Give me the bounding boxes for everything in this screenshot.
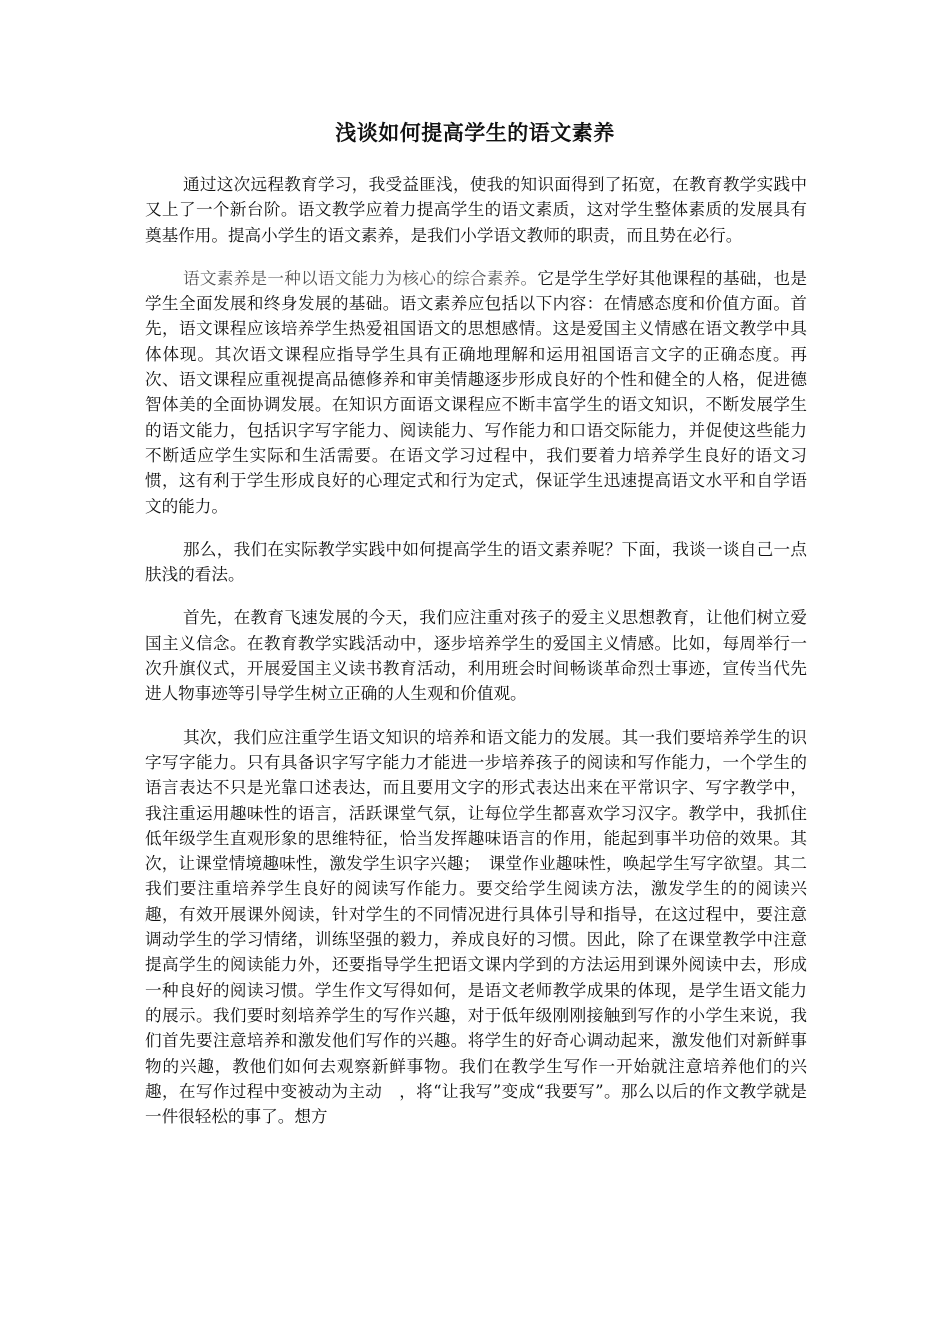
paragraph-text: 其次，我们应注重学生语文知识的培养和语文能力的发展。其一我们要培养学生的识字写字能力。只有具备识字写字能力才能进一步培养孩子的阅读和写作能力，一个学生的语言表达不只是光靠口述表达，而且要用文字的形式表达出来在平常识字、写字教学中，我注重运用趣味性的语言，活跃课堂气氛，让每位学生都喜欢学习汉字。教学中，我抓住低年级学生直观形象的思维特征，恰当发挥趣味语言的作用，能起到事半功倍的效果。其次，让课堂情境趣味性，激发学生识字兴趣； 课堂作业趣味性，唤起学生写字欲望。其二我们要注重培养学生良好的阅读写作能力。要交给学生阅读方法，激发学生的的阅读兴趣，有效开展课外阅读，针对学生的不同情况进行具体引导和指导，在这过程中，要注意调动学生的学习情绪，训练坚强的毅力，养成良好的习惯。因此，除了在课堂教学中注意提高学生的阅读能力外，还要指导学生把语文课内学到的方法运用到课外阅读中去，形成一种良好的阅读习惯。学生作文写得如何，是语文老师教学成果的体现，是学生语文能力的展示。我们要时刻培养学生的写作兴趣，对于低年级刚刚接触到写作的小学生来说，我们首先要注意培养和激发他们写作的兴趣。将学生的好奇心调动起来，激发他们对新鲜事物的兴趣，教他们如何去观察新鲜事物。我们在教学生写作一开始就注意培养他们的兴趣，在写作过程中变被动为主动 ，将“让我写”变成“我要写”。那么以后的作文教学就是一件很轻松的事了。想方: [145, 727, 807, 1127]
paragraph-text: 首先，在教育飞速发展的今天，我们应注重对孩子的爱主义思想教育，让他们树立爱国主义信念。在教育教学实践活动中，逐步培养学生的爱国主义情感。比如，每周举行一次升旗仪式，开展爱国主义读书教育活动，利用班会时间畅谈革命烈士事迹，宣传当代先进人物事迹等引导学生树立正确的人生观和价值观。: [145, 608, 807, 704]
paragraph-second-point: [145, 725, 807, 1130]
paragraph-first-point: [145, 605, 807, 706]
paragraph-text: 它是学生学好其他课程的基础，也是学生全面发展和终身发展的基础。语文素养应包括以下内容：在情感态度和价值方面。首先，语文课程应该培养学生热爱祖国语文的思想感情。这是爱国主义情感在语文教学中具体体现。其次语文课程应指导学生具有正确地理解和运用祖国语言文字的正确态度。再次、语文课程应重视提高品德修养和审美情趣逐步形成良好的个性和健全的人格，促进德智体美的全面协调发展。在知识方面语文课程应不断丰富学生的语文知识，不断发展学生的语文能力，包括识字写字能力、阅读能力、写作能力和口语交际能力，并促使这些能力不断适应学生实际和生活需要。在语文学习过程中，我们要着力培养学生良好的语文习惯，这有利于学生形成良好的心理定式和行为定式，保证学生迅速提高语文水平和自学语文的能力。: [145, 268, 808, 516]
paragraph-question: [145, 537, 807, 588]
document-body: [145, 172, 807, 1147]
paragraph-text: 通过这次远程教育学习，我受益匪浅，使我的知识面得到了拓宽，在教育教学实践中又上了一个新台阶。语文教学应着力提高学生的语文素质，这对学生整体素质的发展具有奠基作用。提高小学生的语文素养，是我们小学语文教师的职责，而且势在必行。: [145, 175, 807, 245]
document-title: 浅谈如何提高学生的语文素养: [335, 120, 615, 145]
paragraph-lead-sentence: 语文素养是一种以语文能力为核心的综合素养。: [183, 268, 538, 288]
paragraph-definition: [145, 266, 807, 519]
paragraph-intro: [145, 172, 807, 248]
paragraph-text: 那么，我们在实际教学实践中如何提高学生的语文素养呢？下面，我谈一谈自己一点肤浅的看法。: [145, 539, 807, 585]
